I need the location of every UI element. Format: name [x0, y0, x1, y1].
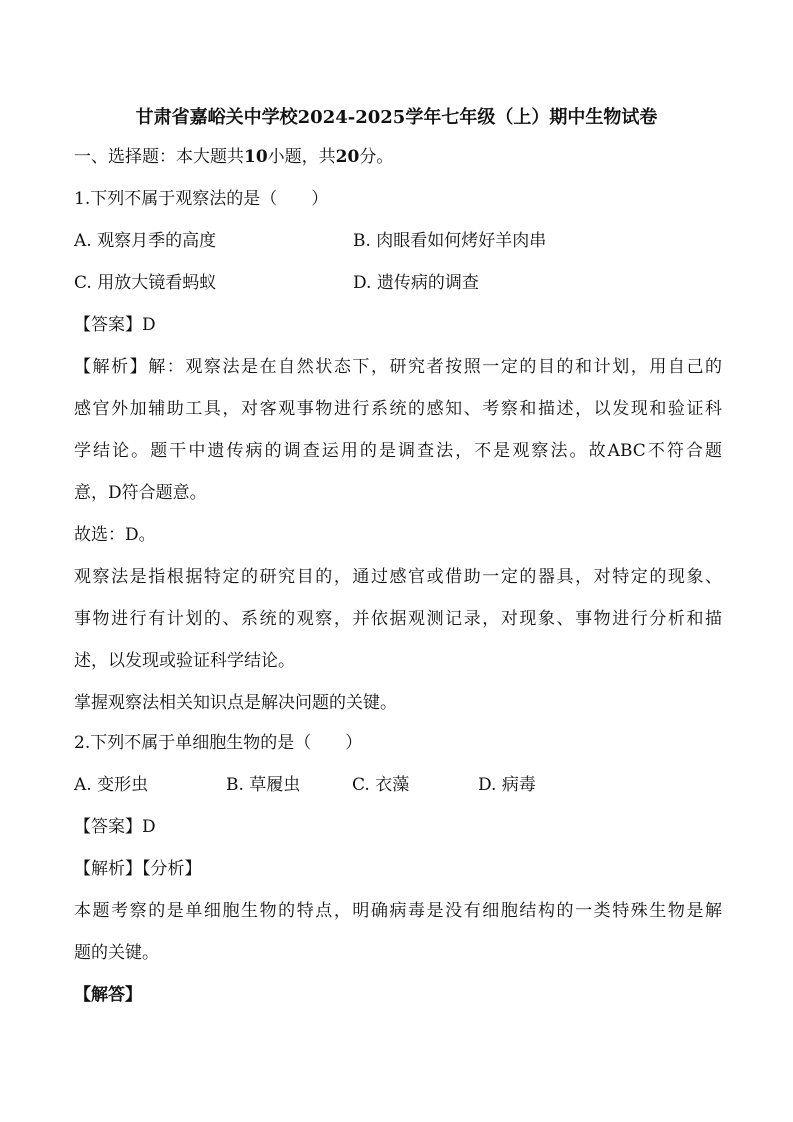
section-score: 20	[335, 147, 360, 167]
q2-option-c: C. 衣藻	[352, 775, 410, 795]
page-title: 甘肃省嘉峪关中学校2024-2025学年七年级（上）期中生物试卷	[135, 107, 658, 128]
q1-note-line: 观察法是指根据特定的研究目的，通过感官或借助一定的器具，对特定的现象、	[74, 567, 722, 587]
q2-analysis-line: 题的关键。	[74, 943, 159, 963]
q1-stem: 1.下列不属于观察法的是（ ）	[74, 189, 329, 209]
q1-key: 掌握观察法相关知识点是解决问题的关键。	[74, 693, 397, 713]
q2-stem: 2.下列不属于单细胞生物的是（ ）	[74, 733, 363, 753]
q1-option-b: B. 肉眼看如何烤好羊肉串	[353, 231, 547, 251]
section-count: 10	[244, 147, 268, 167]
section-prefix: 一、选择题：本大题共	[74, 147, 244, 167]
q2-answer: 【答案】D	[74, 817, 156, 837]
q2-analysis-line: 本题考察的是单细胞生物的特点，明确病毒是没有细胞结构的一类特殊生物是解	[74, 901, 722, 921]
q1-option-d: D. 遗传病的调查	[353, 273, 479, 293]
q1-analysis-line: 【解析】解：观察法是在自然状态下，研究者按照一定的目的和计划，用自己的	[74, 357, 722, 377]
q1-option-c: C. 用放大镜看蚂蚁	[74, 273, 217, 293]
q1-answer: 【答案】D	[74, 315, 156, 335]
q1-option-a: A. 观察月季的高度	[74, 231, 217, 251]
q2-analysis-head: 【解析】【分析】	[74, 859, 202, 879]
q1-analysis-line: 学结论。题干中遗传病的调查运用的是调查法，不是观察法。故ABC不符合题	[74, 441, 722, 461]
q2-option-b: B. 草履虫	[226, 775, 301, 795]
section-mid: 小题，共	[267, 147, 336, 167]
q1-analysis-line: 感官外加辅助工具，对客观事物进行系统的感知、考察和描述，以发现和验证科	[74, 399, 722, 419]
section-header	[74, 146, 393, 168]
q2-solution-head: 【解答】	[74, 985, 142, 1005]
q2-option-d: D. 病毒	[478, 775, 536, 795]
q1-analysis-line: 意，D符合题意。	[74, 483, 207, 503]
section-suffix: 分。	[359, 147, 394, 167]
q2-option-a: A. 变形虫	[74, 775, 149, 795]
q1-choice: 故选：D。	[74, 525, 156, 545]
q1-note-line: 事物进行有计划的、系统的观察，并依据观测记录，对现象、事物进行分析和描	[74, 609, 722, 629]
q1-note-line: 述，以发现或验证科学结论。	[74, 651, 295, 671]
